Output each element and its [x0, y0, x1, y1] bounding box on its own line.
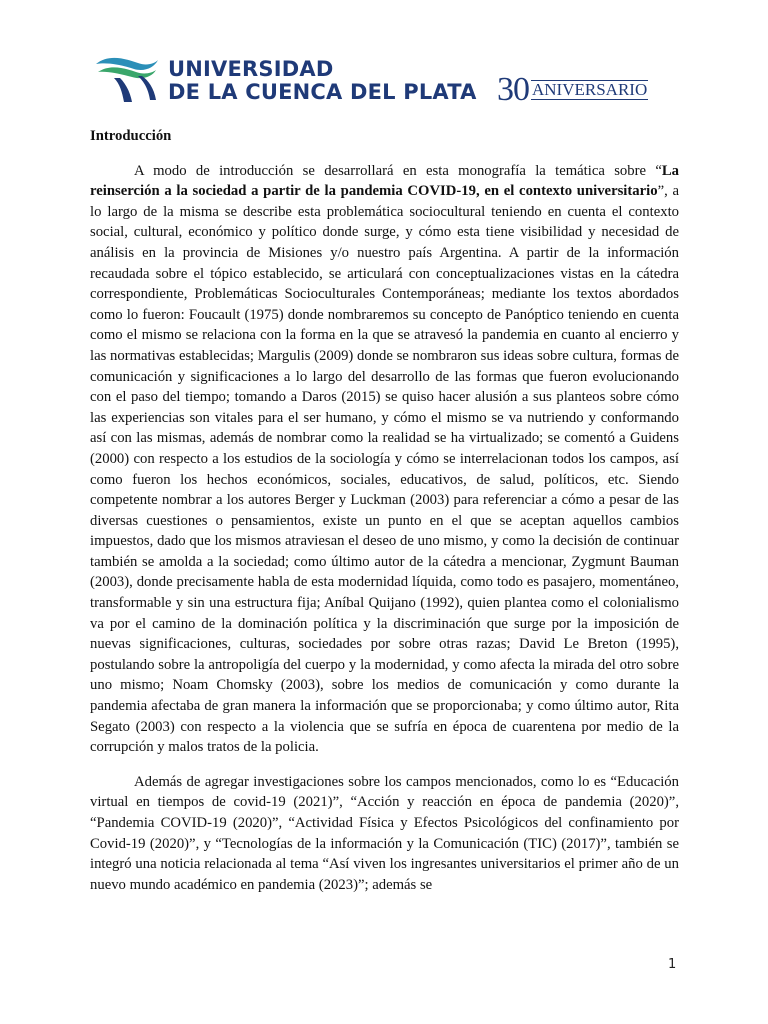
- university-name: [168, 58, 477, 104]
- university-name-line1: UNIVERSIDAD: [168, 57, 334, 81]
- anniversary-badge: [497, 72, 648, 108]
- paragraph-1: [90, 161, 679, 758]
- anniversary-word: ANIVERSARIO: [532, 80, 648, 99]
- paragraph-1-topic: La reinserción a la sociedad a partir de la pandemia COVID-19, en el contexto universitario: [90, 162, 679, 200]
- paragraph-1-intro: A modo de introducción se desarrollará en esta monografía la temática sobre “: [134, 162, 662, 179]
- paragraph-2: Además de agregar investigaciones sobre los campos mencionados, como lo es “Educación virtual en tiempos de covid-19 (2021)”, “Acción y reacción en época de pandemia (2020)”, “Pandemia COVID-19 (2020)”, “Actividad Física y Efectos Psicológicos del confinamiento por Covid-19 (2020)”, y “Tecnologías de la información y la Comunicación (TIC) (2017)”, también se integró una noticia relacionada al tema “Así viven los ingresantes universitarios el primer año de un nuevo mundo académico en pandemia (2023)”; además se: [90, 773, 679, 893]
- section-heading: Introducción: [90, 128, 172, 144]
- university-logo-icon: [94, 54, 160, 104]
- anniversary-number: 30: [497, 71, 529, 108]
- university-name-line2: DE LA CUENCA DEL PLATA: [168, 80, 477, 104]
- page-number: 1: [668, 957, 677, 972]
- document-body: [90, 126, 679, 909]
- paragraph-1-body: ”, a lo largo de la misma se describe esta problemática sociocultural teniendo en cuenta el contexto social, cultural, económico y político donde surge, y cómo esta tiene visibilidad y necesidad de análisis en la provincia de Misiones y/o nuestro país Argentina. A partir de la información recaudada sobre el tópico establecido, se articulará con conceptualizaciones vistas en la cátedra correspondiente, Problemáticas Socioculturales Contemporáneas; mediante los textos abordados como lo fueron: Foucault (1975) donde nombraremos su concepto de Panóptico teniendo en cuenta como el mismo se relaciona con la forma en la que se atravesó la pandemia en cuanto al encierro y las normativas establecidas; Margulis (2009) donde se nombraron sus ideas sobre cultura, formas de comunicación y significaciones a lo largo del desarrollo de las formas que fueron evolucionando con el paso del tiempo; tomando a Daros (2015) se quiso hacer alusión a sus planteos sobre cómo las experiencias son vitales para el ser humano, y cómo el mismo se va nutriendo y conformando así con las mismas, además de nombrar como la realidad se ha virtualizado; se comentó a Guidens (2000) con respecto a los estudios de la sociología y cómo se interrelacionan todos los campos, así como fueron los hechos económicos, sociales, educativos, de salud, políticos, etc. Siendo competente nombrar a los autores Berger y Luckman (2003) para referenciar a cómo a pesar de las diversas cuestiones o pensamientos, existe un punto en el que se aceptan aquellos cambios impuestos, dado que los mismos atraviesan el deseo de uno mismo, y como la decisión de continuar también se amolda a la sociedad; como último autor de la cátedra a mencionar, Zygmunt Bauman (2003), donde precisamente habla de esta modernidad líquida, como todo es pasajero, momentáneo, transformable y sin una estructura fija; Aníbal Quijano (1992), quien plantea como el colonialismo va por el camino de la dominación política y la discriminación que surge por la imposición de nuevas significaciones, culturas, sociedades por sobre otras razas; David Le Breton (1995), postulando sobre la antropoligía del cuerpo y la modernidad, y como afecta la mirada del otro sobre uno mismo; Noam Chomsky (2003), sobre los medios de comunicación y como durante la pandemia afectaba de gran manera la información que se proporcionaba; y como último autor, Rita Segato (2003) con respecto a la violencia que se sufría en época de cuarentena por medio de la corrupción y malos tratos de la policia.: [90, 183, 680, 756]
